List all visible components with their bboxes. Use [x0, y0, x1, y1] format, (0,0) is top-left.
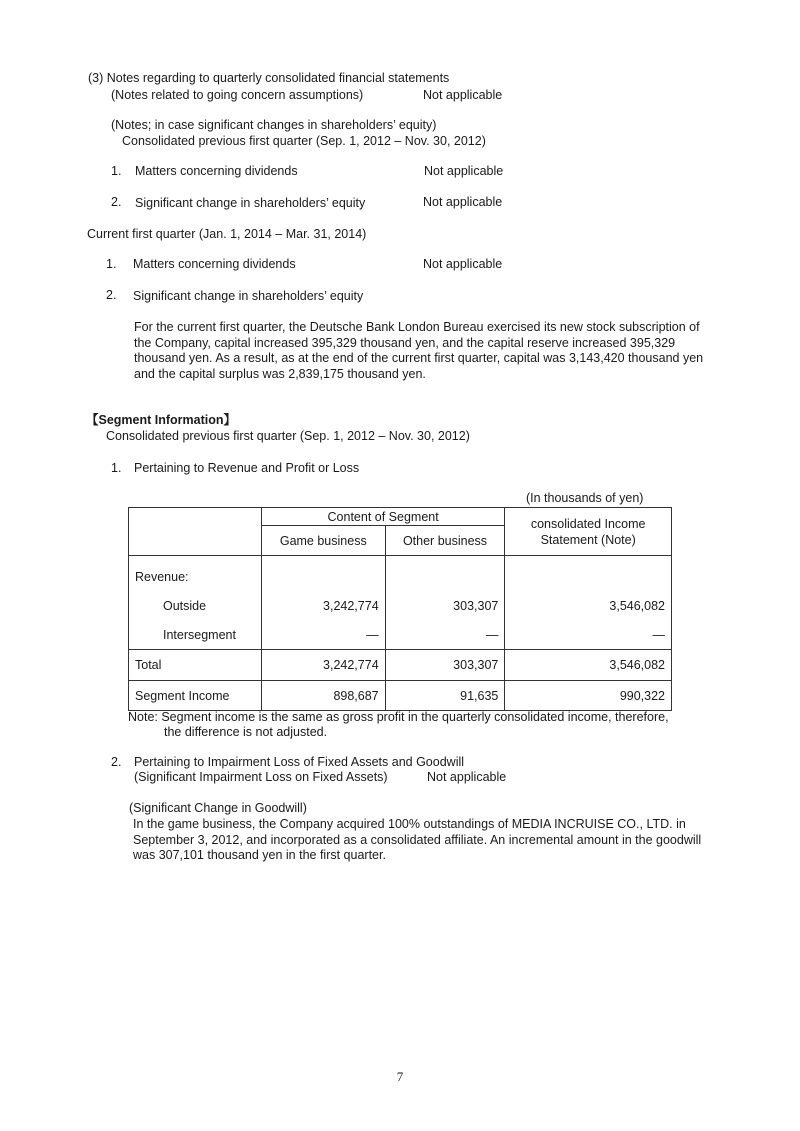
going-concern-value: Not applicable	[423, 88, 503, 102]
curr-item-label: Matters concerning dividends	[133, 257, 296, 271]
row-label: Segment Income	[129, 681, 262, 711]
table-row	[129, 681, 672, 711]
table-note-line2: the difference is not adjusted.	[164, 725, 328, 739]
going-concern-label: (Notes related to going concern assumptions)	[111, 88, 364, 102]
row-label: Total	[129, 650, 262, 681]
segment-item-num: 2.	[111, 755, 122, 769]
col-header-consolidated	[505, 508, 672, 556]
consolidated-value: 990,322	[505, 681, 672, 711]
game-value: 3,242,774	[261, 591, 385, 620]
empty-cell	[385, 556, 505, 592]
row-label: Revenue:	[129, 556, 262, 592]
segment-heading: 【Segment Information】	[86, 413, 237, 427]
prev-item-label: Matters concerning dividends	[135, 164, 298, 178]
capital-paragraph: For the current first quarter, the Deutsche Bank London Bureau exercised its new stock subscription of the Company, capital increased 395,329 thousand yen, and the capital reserve increased 395,329 thousand yen. As a result, as at the end of the current first quarter, capital was 3,143,420 thousand yen and the capital surplus was 2,839,175 thousand yen.	[134, 320, 704, 381]
goodwill-heading: (Significant Change in Goodwill)	[129, 801, 307, 815]
unit-label: (In thousands of yen)	[526, 491, 644, 505]
impairment-label: (Significant Impairment Loss on Fixed Assets)	[134, 770, 388, 784]
consolidated-value: 3,546,082	[505, 650, 672, 681]
segment-item-label: Pertaining to Revenue and Profit or Loss	[134, 461, 360, 475]
empty-cell	[261, 556, 385, 592]
segment-item-label: Pertaining to Impairment Loss of Fixed Assets and Goodwill	[134, 755, 465, 769]
table-row	[129, 650, 672, 681]
empty-cell	[505, 556, 672, 592]
prev-item-num: 2.	[111, 195, 122, 209]
prev-item-value: Not applicable	[423, 195, 503, 209]
game-value: 3,242,774	[261, 650, 385, 681]
page-number: 7	[396, 1069, 404, 1084]
other-value: 91,635	[385, 681, 505, 711]
col-header-consolidated-line1: consolidated Income	[530, 516, 646, 531]
row-label: Outside	[129, 591, 262, 620]
prev-quarter-label: Consolidated previous first quarter (Sep. 1, 2012 – Nov. 30, 2012)	[122, 134, 486, 148]
group-header: Content of Segment	[261, 508, 504, 526]
game-value: 898,687	[261, 681, 385, 711]
table-row	[129, 556, 672, 592]
table-row	[129, 591, 672, 620]
prev-item-label: Significant change in shareholders’ equity	[135, 196, 366, 210]
segment-item-num: 1.	[111, 461, 122, 475]
other-value: 303,307	[385, 650, 505, 681]
impairment-value: Not applicable	[427, 770, 507, 784]
goodwill-paragraph: In the game business, the Company acquired 100% outstandings of MEDIA INCRUISE CO., LTD. in September 3, 2012, and incorporated as a consolidated affiliate. An incremental amount in the goodwill was 307,101 thousand yen in the first quarter.	[133, 817, 702, 862]
game-value: —	[261, 620, 385, 650]
row-label: Intersegment	[129, 620, 262, 650]
table-row	[129, 620, 672, 650]
consolidated-value: 3,546,082	[505, 591, 672, 620]
consolidated-value: —	[505, 620, 672, 650]
equity-note-heading: (Notes; in case significant changes in shareholders’ equity)	[111, 118, 437, 132]
segment-period: Consolidated previous first quarter (Sep. 1, 2012 – Nov. 30, 2012)	[106, 429, 470, 443]
col-header-consolidated-line2: Statement (Note)	[540, 532, 636, 547]
table-note-line1: Note: Segment income is the same as gross profit in the quarterly consolidated income, therefore,	[128, 710, 669, 724]
col-header-other: Other business	[385, 526, 505, 556]
other-value: —	[385, 620, 505, 650]
table-corner-cell	[129, 508, 262, 556]
other-value: 303,307	[385, 591, 505, 620]
curr-item-label: Significant change in shareholders’ equity	[133, 289, 364, 303]
curr-item-value: Not applicable	[423, 257, 503, 271]
prev-item-value: Not applicable	[424, 164, 504, 178]
curr-item-num: 2.	[106, 288, 117, 302]
prev-item-num: 1.	[111, 164, 122, 178]
notes-heading: (3) Notes regarding to quarterly consolidated financial statements	[88, 71, 450, 85]
curr-item-num: 1.	[106, 257, 117, 271]
curr-quarter-label: Current first quarter (Jan. 1, 2014 – Mar. 31, 2014)	[87, 227, 367, 241]
segment-table	[128, 507, 672, 711]
col-header-game: Game business	[261, 526, 385, 556]
